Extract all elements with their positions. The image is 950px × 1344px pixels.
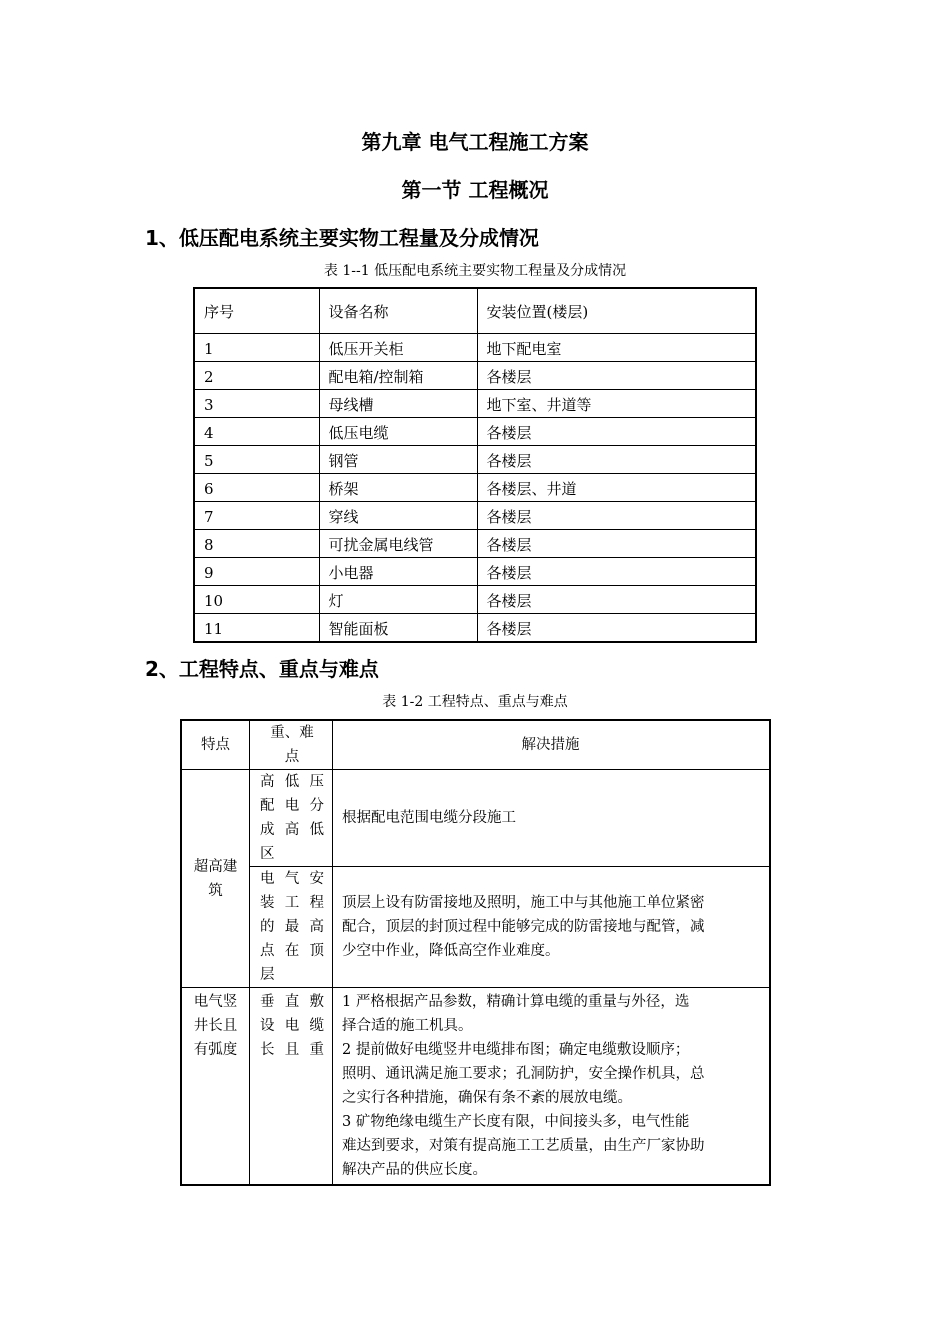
cell-install-location: 各楼层: [477, 558, 756, 586]
cell-index: 9: [194, 558, 319, 586]
table-row: [194, 446, 756, 474]
cell-equipment-name: 可扰金属电线管: [319, 530, 477, 558]
cell-solution: [333, 988, 771, 1186]
table-row: [194, 558, 756, 586]
cell-install-location: 各楼层: [477, 446, 756, 474]
table-row: [181, 867, 770, 988]
cell-solution: [333, 867, 771, 988]
cell-install-location: 各楼层: [477, 502, 756, 530]
table-row: [194, 334, 756, 362]
header-cell-solution: 解决措施: [333, 720, 771, 770]
equipment-table: [193, 287, 757, 643]
table-row: [194, 390, 756, 418]
focus-line: 层: [260, 967, 275, 983]
table-row: [194, 418, 756, 446]
cell-install-location: 地下室、井道等: [477, 390, 756, 418]
cell-index: 10: [194, 586, 319, 614]
cell-equipment-name: 灯: [319, 586, 477, 614]
table-header-row: [181, 720, 770, 770]
cell-index: 5: [194, 446, 319, 474]
feature-line: 筑: [208, 882, 223, 899]
cell-solution: [333, 770, 771, 867]
cell-install-location: 各楼层、井道: [477, 474, 756, 502]
solution-line: 难达到要求，对策有提高施工工艺质量，由生产厂家协助: [342, 1138, 705, 1154]
table-row: [181, 988, 770, 1186]
cell-equipment-name: 低压电缆: [319, 418, 477, 446]
part2-title: 2、工程特点、重点与难点: [145, 657, 379, 681]
table-row: [194, 474, 756, 502]
solution-line: 配合，顶层的封顶过程中能够完成的防雷接地与配管，减: [342, 919, 705, 935]
cell-focus: [250, 867, 333, 988]
cell-focus: [250, 988, 333, 1186]
cell-index: 11: [194, 614, 319, 643]
header-cell-index: 序号: [194, 288, 319, 334]
focus-line: 配电分: [260, 798, 324, 814]
header-cell-name: 设备名称: [319, 288, 477, 334]
feature-line: 有弧度: [193, 1042, 238, 1058]
cell-index: 4: [194, 418, 319, 446]
header-focus-line: 点: [284, 749, 300, 765]
cell-install-location: 地下配电室: [477, 334, 756, 362]
solution-line: 1 严格根据产品参数，精确计算电缆的重量与外径，选: [342, 994, 690, 1010]
solution-line: 2 提前做好电缆竖井电缆排布图；确定电缆敷设顺序；: [342, 1042, 690, 1058]
cell-index: 3: [194, 390, 319, 418]
focus-line: 区: [260, 846, 275, 862]
solution-line: 根据配电范围电缆分段施工: [342, 810, 516, 826]
solution-line: 解决产品的供应长度。: [342, 1162, 487, 1178]
table-row: [194, 502, 756, 530]
focus-line: 设电缆: [260, 1018, 324, 1034]
features-table: [180, 719, 771, 1186]
cell-index: 7: [194, 502, 319, 530]
cell-equipment-name: 智能面板: [319, 614, 477, 643]
table1-caption: 表 1--1 低压配电系统主要实物工程量及分成情况: [323, 263, 627, 279]
header-focus-line: 重、难: [270, 725, 314, 741]
cell-equipment-name: 母线槽: [319, 390, 477, 418]
feature-line: 井长且: [193, 1018, 238, 1034]
cell-equipment-name: 桥架: [319, 474, 477, 502]
solution-line: 照明、通讯满足施工要求；孔洞防护，安全操作机具，总: [342, 1066, 705, 1082]
table-header-row: [194, 288, 756, 334]
solution-line: 之实行各种措施，确保有条不紊的展放电缆。: [342, 1090, 632, 1106]
feature-line: 电气竖: [193, 994, 238, 1010]
table-row: [194, 530, 756, 558]
cell-focus: [250, 770, 333, 867]
cell-install-location: 各楼层: [477, 586, 756, 614]
chapter-title: 第九章 电气工程施工方案: [361, 130, 589, 154]
solution-line: 顶层上设有防雷接地及照明，施工中与其他施工单位紧密: [342, 895, 705, 911]
cell-install-location: 各楼层: [477, 530, 756, 558]
cell-equipment-name: 低压开关柜: [319, 334, 477, 362]
header-cell-location: 安装位置(楼层): [477, 288, 756, 334]
focus-line: 装工程: [260, 895, 324, 911]
cell-install-location: 各楼层: [477, 362, 756, 390]
cell-index: 1: [194, 334, 319, 362]
cell-equipment-name: 配电箱/控制箱: [319, 362, 477, 390]
focus-line: 的最高: [260, 919, 324, 935]
solution-line: 3 矿物绝缘电缆生产长度有限，中间接头多，电气性能: [342, 1114, 690, 1130]
table-row: [194, 586, 756, 614]
cell-install-location: 各楼层: [477, 614, 756, 643]
cell-index: 6: [194, 474, 319, 502]
cell-index: 2: [194, 362, 319, 390]
solution-line: 少空中作业，降低高空作业难度。: [342, 943, 560, 959]
feature-line: 超高建: [193, 858, 238, 875]
focus-line: 电气安: [260, 871, 324, 887]
focus-line: 长且重: [260, 1042, 324, 1058]
focus-line: 高低压: [260, 774, 324, 790]
section-title: 第一节 工程概况: [401, 178, 549, 202]
table2-caption: 表 1-2 工程特点、重点与难点: [382, 694, 568, 710]
cell-index: 8: [194, 530, 319, 558]
cell-feature: [181, 770, 250, 988]
table-row: [194, 362, 756, 390]
cell-install-location: 各楼层: [477, 418, 756, 446]
cell-feature: [181, 988, 250, 1186]
focus-line: 成高低: [260, 822, 324, 838]
header-cell-focus: [250, 720, 333, 770]
cell-equipment-name: 小电器: [319, 558, 477, 586]
header-cell-feature: 特点: [181, 720, 250, 770]
table-row: [181, 770, 770, 867]
solution-line: 择合适的施工机具。: [342, 1018, 473, 1034]
focus-line: 垂直敷: [260, 994, 324, 1010]
cell-equipment-name: 穿线: [319, 502, 477, 530]
table-row: [194, 614, 756, 643]
part1-title: 1、低压配电系统主要实物工程量及分成情况: [145, 226, 539, 250]
cell-equipment-name: 钢管: [319, 446, 477, 474]
focus-line: 点在顶: [260, 943, 324, 959]
